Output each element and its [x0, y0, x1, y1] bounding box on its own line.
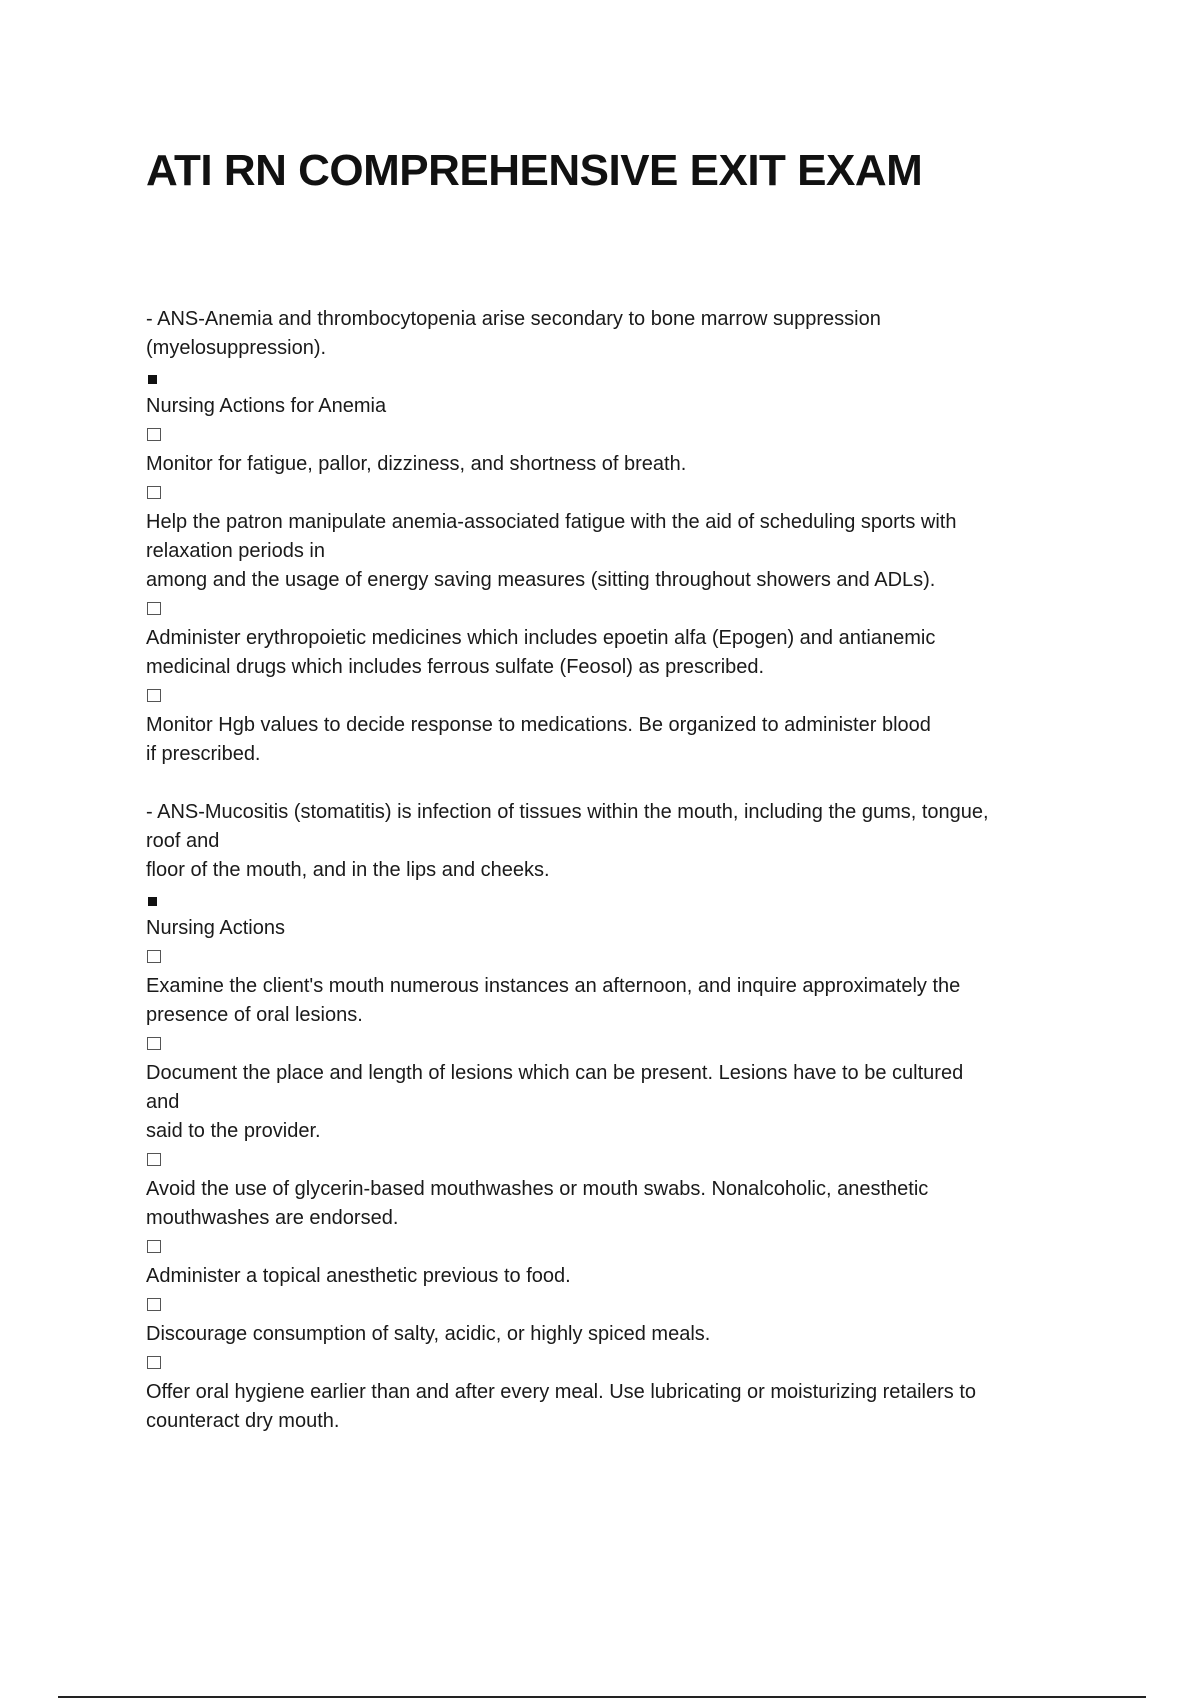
list-item: medicinal drugs which includes ferrous sulfate (Feosol) as prescribed.	[146, 656, 765, 678]
filled-square-bullet-icon	[146, 363, 1106, 392]
list-item: Document the place and length of lesions which can be present. Lesions have to be cultured	[146, 1062, 964, 1084]
section-mucositis	[146, 798, 1106, 1436]
list-item: Avoid the use of glycerin-based mouthwashes or mouth swabs. Nonalcoholic, anesthetic	[146, 1178, 929, 1200]
checkbox-bullet-icon	[146, 479, 1106, 508]
section-heading: Nursing Actions for Anemia	[146, 395, 387, 417]
list-item: Administer a topical anesthetic previous to food.	[146, 1265, 571, 1287]
document-body	[146, 305, 1106, 1436]
answer-text: - ANS-Anemia and thrombocytopenia arise secondary to bone marrow suppression	[146, 308, 881, 330]
answer-text: roof and	[146, 830, 220, 852]
section-anemia	[146, 305, 1106, 769]
checkbox-bullet-icon	[146, 421, 1106, 450]
list-item: if prescribed.	[146, 743, 261, 765]
paragraph-gap	[146, 769, 1106, 798]
checkbox-bullet-icon	[146, 1349, 1106, 1378]
list-item: presence of oral lesions.	[146, 1004, 363, 1026]
checkbox-bullet-icon	[146, 1146, 1106, 1175]
list-item: and	[146, 1091, 180, 1113]
list-item: Monitor Hgb values to decide response to medications. Be organized to administer blood	[146, 714, 931, 736]
answer-text: - ANS-Mucositis (stomatitis) is infection of tissues within the mouth, including the gums, tongue,	[146, 801, 989, 823]
section-heading: Nursing Actions	[146, 917, 285, 939]
checkbox-bullet-icon	[146, 595, 1106, 624]
list-item: said to the provider.	[146, 1120, 321, 1142]
checkbox-bullet-icon	[146, 1291, 1106, 1320]
list-item: Monitor for fatigue, pallor, dizziness, and shortness of breath.	[146, 453, 687, 475]
checkbox-bullet-icon	[146, 682, 1106, 711]
list-item: Discourage consumption of salty, acidic, or highly spiced meals.	[146, 1323, 711, 1345]
list-item: mouthwashes are endorsed.	[146, 1207, 399, 1229]
list-item: among and the usage of energy saving measures (sitting throughout showers and ADLs).	[146, 569, 936, 591]
list-item: Administer erythropoietic medicines which includes epoetin alfa (Epogen) and antianemic	[146, 627, 936, 649]
list-item: Offer oral hygiene earlier than and after every meal. Use lubricating or moisturizing retailers to	[146, 1381, 977, 1403]
answer-text: floor of the mouth, and in the lips and cheeks.	[146, 859, 550, 881]
page-title: ATI RN COMPREHENSIVE EXIT EXAM	[146, 146, 923, 195]
checkbox-bullet-icon	[146, 943, 1106, 972]
list-item: Help the patron manipulate anemia-associated fatigue with the aid of scheduling sports with	[146, 511, 957, 533]
filled-square-bullet-icon	[146, 885, 1106, 914]
list-item: Examine the client's mouth numerous instances an afternoon, and inquire approximately the	[146, 975, 961, 997]
list-item: relaxation periods in	[146, 540, 325, 562]
footer-divider	[58, 1696, 1146, 1698]
list-item: counteract dry mouth.	[146, 1410, 340, 1432]
answer-text: (myelosuppression).	[146, 337, 327, 359]
checkbox-bullet-icon	[146, 1030, 1106, 1059]
checkbox-bullet-icon	[146, 1233, 1106, 1262]
